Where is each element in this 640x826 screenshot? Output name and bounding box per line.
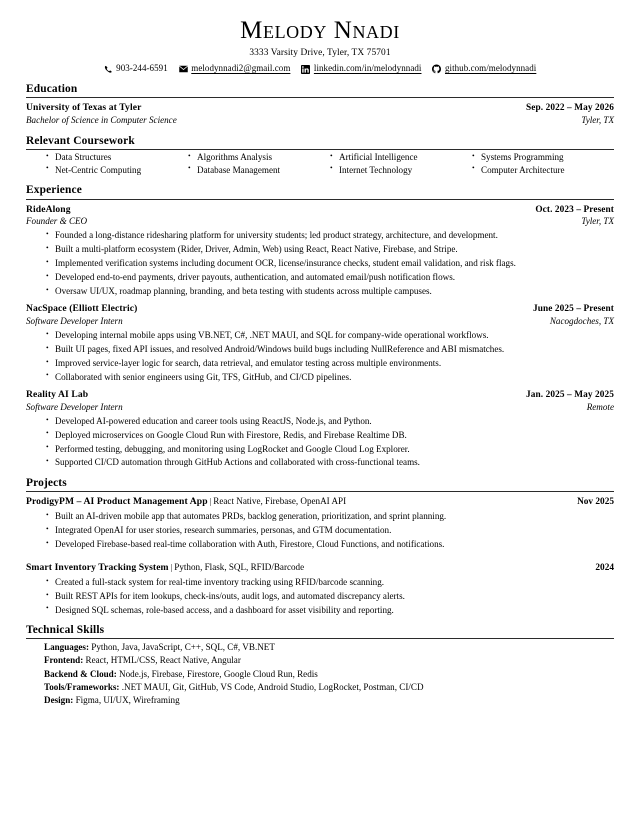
project-header [26,562,614,575]
bullet-item: • Performed testing, debugging, and monitoring using LogRocket and Google Cloud Log Explorer. [46,443,614,455]
experience-entry [26,389,614,469]
bullet-item: • Built REST APIs for item lookups, check-ins/outs, audit logs, and automated discrepancy alerts. [46,590,614,602]
candidate-address: 3333 Varsity Drive, Tyler, TX 75701 [249,48,391,58]
coursework-column [188,151,330,176]
skill-value: Python, Java, JavaScript, C++, SQL, C#, VB.NET [91,642,275,653]
contact-phone [104,63,168,75]
skills-body [26,641,614,706]
experience-bullets [26,415,614,469]
section-education [26,83,614,127]
experience-entry-header [26,389,614,402]
company-name: RideAlong [26,203,71,215]
skill-value: Figma, UI/UX, Wireframing [75,694,180,705]
company-dates: Oct. 2023 – Present [535,204,614,215]
bullet-item: • Improved service-layer logic for search, data retrieval, and emulator testing across multiple environments. [46,357,614,369]
project-entry [26,562,614,616]
experience-bullets [26,329,614,383]
school-name: University of Texas at Tyler [26,102,142,114]
coursework-item: • Computer Architecture [472,164,614,176]
skill-label: Backend & Cloud: [44,668,117,679]
skill-line [44,681,614,694]
linkedin-icon [301,65,310,74]
section-title-projects: Projects [26,477,614,492]
bullet-item: • Supported CI/CD automation through GitHub Actions and collaborated with cross-functional teams. [46,456,614,468]
project-bullets [26,510,614,550]
email-address[interactable]: melodynnadi2@gmail.com [191,63,291,74]
skill-label: Design: [44,694,74,705]
school-dates: Sep. 2022 – May 2026 [526,103,614,114]
company-dates: Jan. 2025 – May 2025 [526,389,614,400]
job-location: Remote [586,401,614,412]
github-url[interactable]: github.com/melodynnadi [444,63,537,74]
projects-body [26,496,614,616]
bullet-item: • Built a multi-platform ecosystem (Rider, Driver, Admin, Web) using React, React Native, Firebase, and Stripe. [46,243,614,255]
bullet-item: • Oversaw UI/UX, roadmap planning, branding, and beta testing with students across multiple campuses. [46,285,614,297]
education-entry-header [26,102,614,115]
bullet-item: • Developing internal mobile apps using VB.NET, C#, .NET MAUI, and SQL for company-wide operational workflows. [46,329,614,341]
skill-line [44,668,614,681]
bullet-item: • Collaborated with senior engineers using Git, TFS, GitHub, and CI/CD pipelines. [46,371,614,383]
coursework-column [472,151,614,176]
section-title-coursework: Relevant Coursework [26,135,614,150]
experience-body [26,204,614,469]
bullet-item: • Designed SQL schemas, role-based access, and a dashboard for asset visibility and reporting. [46,604,614,616]
project-name: ProdigyPM – AI Product Management App [26,496,208,508]
phone-number: 903-244-6591 [116,63,168,74]
bullet-item: • Developed AI-powered education and career tools using ReactJS, Node.js, and Python. [46,415,614,427]
project-title-group [26,562,304,574]
skill-label: Languages: [44,642,89,653]
job-title: Software Developer Intern [26,315,123,326]
job-location: Tyler, TX [581,216,614,227]
job-title: Software Developer Intern [26,401,123,412]
school-location: Tyler, TX [581,115,614,126]
coursework-item: • Internet Technology [330,164,472,176]
section-skills [26,624,614,707]
job-location: Nacogdoches, TX [549,315,614,326]
github-icon [432,65,441,74]
project-spacer [26,553,614,562]
skill-label: Frontend: [44,655,84,666]
bullet-item: • Deployed microservices on Google Cloud Run with Firestore, Redis, and Firebase Realtime DB. [46,429,614,441]
section-coursework [26,135,614,176]
skill-value: React, HTML/CSS, React Native, Angular [85,655,241,666]
coursework-item: • Artificial Intelligence [330,151,472,163]
project-entry [26,496,614,550]
contact-row [26,63,614,75]
skill-line [44,641,614,654]
contact-github[interactable] [432,63,536,75]
candidate-name: Melody Nnadi [240,17,400,44]
skill-label: Tools/Frameworks: [44,681,120,692]
coursework-column [330,151,472,176]
bullet-item: • Founded a long-distance ridesharing platform for university students; led product strategy, architecture, and development. [46,229,614,241]
coursework-item: • Net-Centric Computing [46,164,188,176]
experience-entry-header [26,303,614,316]
education-body [26,102,614,126]
experience-entry [26,303,614,383]
bullet-item: • Integrated OpenAI for user stories, research summaries, personas, and GTM documentation. [46,524,614,536]
section-title-education: Education [26,83,614,98]
coursework-item: • Database Management [188,164,330,176]
experience-entry-sub [26,402,614,414]
experience-entry [26,204,614,298]
coursework-item: • Data Structures [46,151,188,163]
section-experience [26,184,614,469]
experience-entry-header [26,204,614,217]
bullet-item: • Implemented verification systems including document OCR, license/insurance checks, student email validation, and risk flags. [46,257,614,269]
job-title: Founder & CEO [26,216,88,227]
project-stack: React Native, Firebase, OpenAI API [213,496,347,507]
skill-value: .NET MAUI, Git, GitHub, VS Code, Android Studio, LogRocket, Postman, CI/CD [121,681,424,692]
project-separator: | [170,562,173,572]
project-separator: | [209,497,212,507]
bullet-item: • Created a full-stack system for real-time inventory tracking using RFID/barcode scanning. [46,576,614,588]
section-title-skills: Technical Skills [26,624,614,639]
degree-name: Bachelor of Science in Computer Science [26,115,177,126]
section-title-experience: Experience [26,184,614,199]
project-date: 2024 [595,562,614,573]
coursework-grid [26,151,614,176]
section-projects [26,477,614,616]
company-name: Reality AI Lab [26,388,89,400]
skill-value: Node.js, Firebase, Firestore, Google Cloud Run, Redis [119,668,318,679]
project-bullets [26,576,614,616]
coursework-item: • Algorithms Analysis [188,151,330,163]
education-entry [26,102,614,126]
bullet-item: • Built an AI-driven mobile app that automates PRDs, backlog generation, prioritization, and sprint planning. [46,510,614,522]
company-dates: June 2025 – Present [532,304,614,315]
education-entry-sub [26,115,614,127]
experience-entry-sub [26,316,614,328]
skill-line [44,694,614,707]
bullet-item: • Developed Firebase-based real-time collaboration with Auth, Firestore, Cloud Functions, and notifications. [46,538,614,550]
project-stack: Python, Flask, SQL, RFID/Barcode [174,561,305,572]
skill-line [44,654,614,667]
project-date: Nov 2025 [577,497,614,508]
project-title-group [26,496,346,508]
coursework-column [46,151,188,176]
resume-header [26,17,614,75]
bullet-item: • Developed end-to-end payments, driver payouts, authentication, and automated email/push notification flows. [46,271,614,283]
project-name: Smart Inventory Tracking System [26,561,169,573]
linkedin-url[interactable]: linkedin.com/in/melodynnadi [313,63,422,74]
contact-email[interactable] [179,63,291,75]
bullet-item: • Built UI pages, fixed API issues, and resolved Android/Windows build bugs including NullReference and ABI mismatches. [46,343,614,355]
envelope-icon [179,65,188,74]
experience-bullets [26,229,614,297]
project-header [26,496,614,509]
contact-linkedin[interactable] [301,63,421,75]
company-name: NacSpace (Elliott Electric) [26,303,138,315]
experience-entry-sub [26,216,614,228]
phone-icon [104,65,113,74]
coursework-item: • Systems Programming [472,151,614,163]
